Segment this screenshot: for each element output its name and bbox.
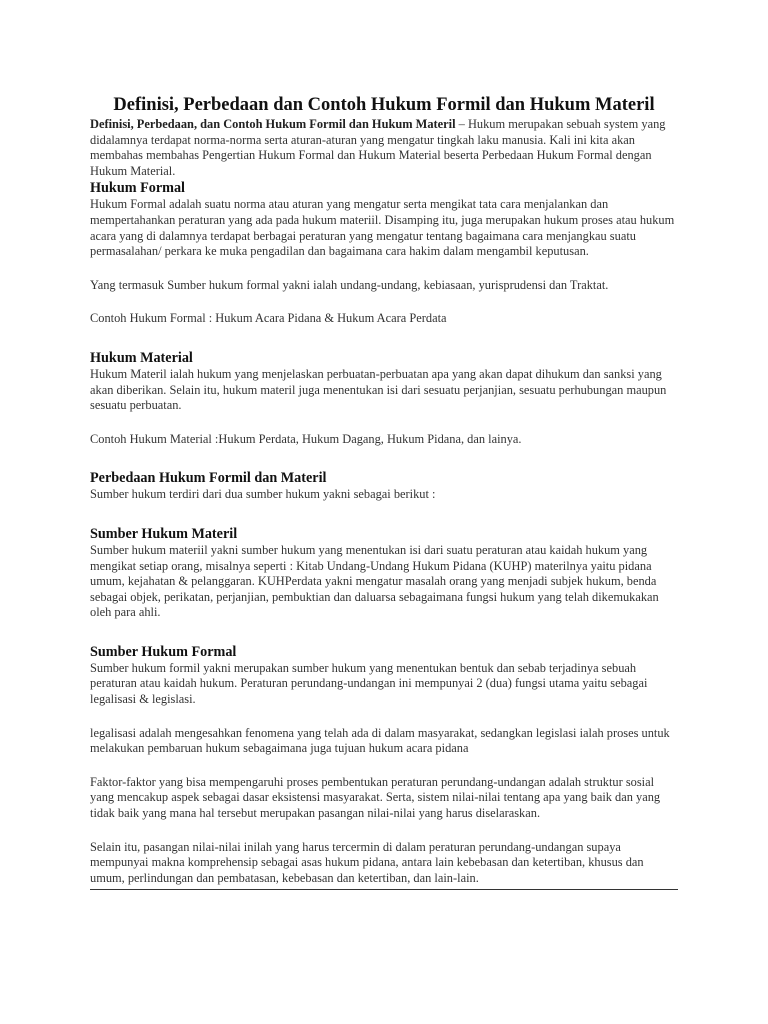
sumber-materil-text: Sumber hukum materiil yakni sumber hukum yang menentukan isi dari suatu peraturan atau kaidah hukum yang mengikat setiap orang, misalnya seperti : Kitab Undang-Undang Hukum Pidana (KUHP) materilnya yaitu pidana umum, kejahatan & pelanggaran. KUHPerdata yakni mengatur masalah orang yang menjadi subjek hukum, benda sebagai objek, perikatan, perjanjian, pembuktian dan daluarsa sebagaimana fungsi hukum yang telah dikemukakan oleh para ahli.: [90, 542, 659, 620]
intro-paragraph: [90, 117, 678, 179]
sumber-formal-text: Sumber hukum formil yakni merupakan sumber hukum yang menentukan bentuk dan sebab terjadinya sebuah peraturan atau kaidah hukum. Peraturan perundang-undangan ini mempunyai 2 (dua) fungsi utama yaitu sebagai legalisasi & legislasi.: [90, 660, 648, 707]
intro-text: – Hukum merupakan sebuah system yang didalamnya terdapat norma-norma serta aturan-aturan yang mengatur tingkah laku manusia. Kali ini kita akan membahas membahas Pengertian Hukum Formal dan Hukum Material beserta Perbedaan Hukum Formal dengan Hukum Material.: [90, 117, 666, 178]
legalisasi-text: legalisasi adalah mengesahkan fenomena yang telah ada di dalam masyarakat, sedangkan legislasi ialah proses untuk melakukan pembaruan hukum sebagaimana juga tujuan hukum acara pidana: [90, 725, 670, 756]
material-example: Contoh Hukum Material :Hukum Perdata, Hukum Dagang, Hukum Pidana, dan lainya.: [90, 431, 522, 446]
end-divider: [90, 889, 678, 890]
heading-sumber-materil: Sumber Hukum Materil: [90, 525, 238, 542]
closing-text: Selain itu, pasangan nilai-nilai inilah yang harus tercermin di dalam peraturan perundang-undangan supaya mempunyai makna komprehensip sebagai asas hukum pidana, antara lain kebebasan dan ketertiban, khusus dan umum, perlindungan dan pembatasan, kebebasan dan ketertiban, dan lain-lain.: [90, 839, 644, 885]
heading-perbedaan: Perbedaan Hukum Formil dan Materil: [90, 470, 327, 487]
material-definition: Hukum Materil ialah hukum yang menjelaskan perbuatan-perbuatan apa yang akan dapat dihukum dan sanksi yang akan diberikan. Selain itu, hukum materil juga menentukan isi dari sesuatu perjanjian, sesuatu perhubungan maupun sesuatu perbuatan.: [90, 366, 667, 413]
factors-text: Faktor-faktor yang bisa mempengaruhi proses pembentukan peraturan perundang-undangan adalah struktur sosial yang mencakup aspek sebagai dasar eksistensi masyarakat. Serta, sistem nilai-nilai tentang apa yang baik dan yang tidak baik yang mana hal tersebut merupakan pasangan nilai-nilai yang harus diselaraskan.: [90, 774, 661, 821]
intro-lead: Definisi, Perbedaan, dan Contoh Hukum Formil dan Hukum Materil: [90, 117, 456, 131]
perbedaan-text: Sumber hukum terdiri dari dua sumber hukum yakni sebagai berikut :: [90, 487, 436, 502]
heading-hukum-formal: Hukum Formal: [90, 180, 185, 197]
formal-example: Contoh Hukum Formal : Hukum Acara Pidana & Hukum Acara Perdata: [90, 311, 447, 326]
formal-sources: Yang termasuk Sumber hukum formal yakni ialah undang-undang, kebiasaan, yurisprudensi dan Traktat.: [90, 277, 609, 292]
document-page: [90, 94, 678, 890]
formal-definition: Hukum Formal adalah suatu norma atau aturan yang mengatur serta mengikat tata cara menjalankan dan mempertahankan peraturan yang ada pada hukum materiil. Disamping itu, juga merupakan hukum proses atau hukum acara yang di dalamnya terdapat berbagai peraturan yang mengatur tentang bagaimana cara menjangkau suatu permasalahan/ perkara ke muka pengadilan dan bagaimana cara hakim dalam mengambil keputusan.: [90, 197, 675, 259]
heading-hukum-material: Hukum Material: [90, 349, 193, 366]
heading-sumber-formal: Sumber Hukum Formal: [90, 643, 237, 660]
document-title: Definisi, Perbedaan dan Contoh Hukum Formil dan Hukum Materil: [113, 95, 655, 115]
